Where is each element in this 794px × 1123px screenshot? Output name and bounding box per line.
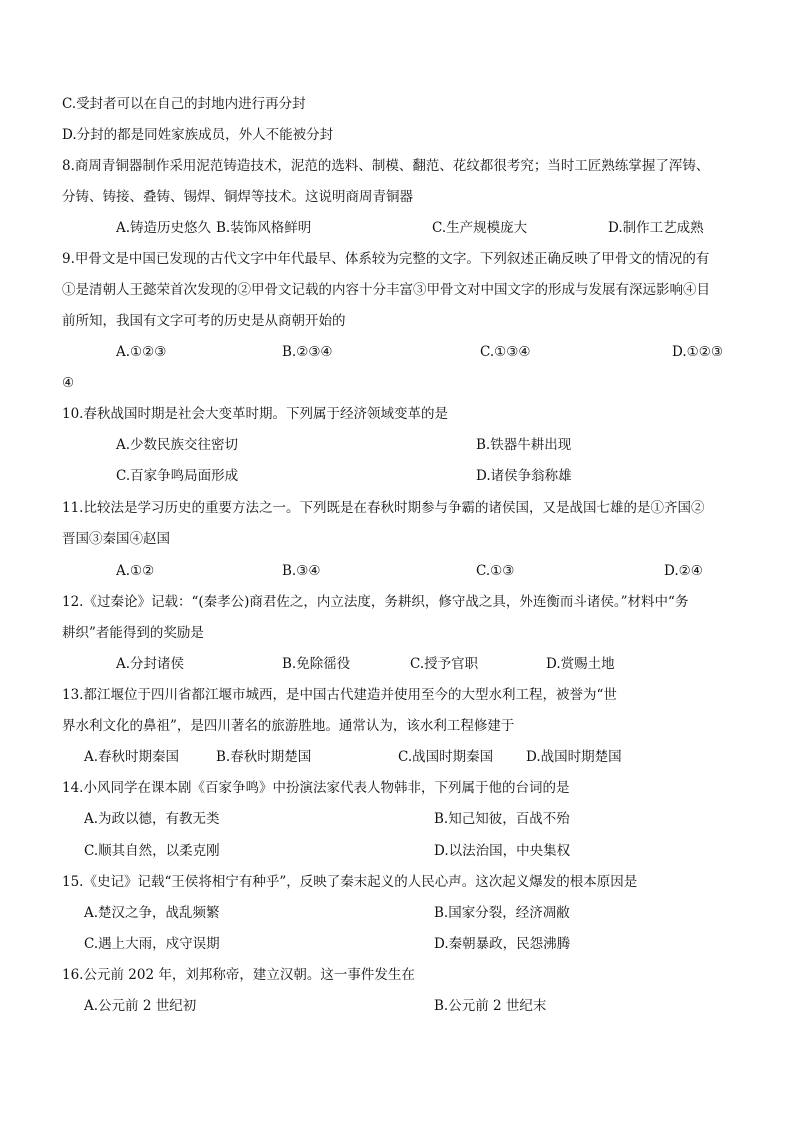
q14-option-d: D.以法治国，中央集权 <box>434 843 571 859</box>
q16-option-b: B.公元前 2 世纪末 <box>434 998 547 1014</box>
q9-option-d-wrap: ④ <box>62 375 75 391</box>
q12-stem-line2: 耕织”者能得到的奖励是 <box>62 625 204 641</box>
q8-option-d: D.制作工艺成熟 <box>608 220 704 236</box>
q11-stem-line2: 晋国③秦国④赵国 <box>62 531 170 547</box>
q8-stem-line2: 分铸、铸接、叠铸、锡焊、铜焊等技术。这说明商周青铜器 <box>62 189 413 205</box>
q14-option-c: C.顺其自然，以柔克刚 <box>84 843 220 859</box>
q9-stem-line2: ①是清朝人王懿荣首次发现的②甲骨文记载的内容十分丰富③甲骨文对中国文字的形成与发展有深远影响④目 <box>62 282 710 298</box>
q8-option-c: C.生产规模庞大 <box>432 220 528 236</box>
q13-stem-line2: 界水利文化的鼻祖”，是四川著名的旅游胜地。通常认为，该水利工程修建于 <box>62 718 515 734</box>
q14-option-a: A.为政以德，有教无类 <box>84 811 220 827</box>
q13-stem-line1: 13.都江堰位于四川省都江堰市城西，是中国古代建造并使用至今的大型水利工程，被誉为“世 <box>62 687 617 703</box>
q10-option-c: C.百家争鸣局面形成 <box>116 468 239 484</box>
q15-option-a: A.楚汉之争，战乱频繁 <box>84 905 220 921</box>
q14-option-b: B.知己知彼，百战不殆 <box>434 811 570 827</box>
q11-stem-line1: 11.比较法是学习历史的重要方法之一。下列既是在春秋时期参与争霸的诸侯国，又是战国七雄的是①齐国② <box>62 500 705 516</box>
q7-option-d: D.分封的都是同姓家族成员，外人不能被分封 <box>62 127 334 143</box>
q10-option-b: B.铁器牛耕出现 <box>476 437 572 453</box>
q9-option-d: D.①②③ <box>672 344 723 360</box>
q13-option-b: B.春秋时期楚国 <box>216 749 312 765</box>
q15-option-b: B.国家分裂，经济凋敝 <box>434 905 570 921</box>
q9-option-b: B.②③④ <box>282 344 333 360</box>
q16-option-a: A.公元前 2 世纪初 <box>84 998 197 1014</box>
q8-option-a: A.铸造历史悠久 <box>116 220 212 236</box>
q12-option-d: D.赏赐土地 <box>546 656 615 672</box>
q8-option-b: B.装饰风格鲜明 <box>216 220 312 236</box>
q15-stem: 15.《史记》记载“王侯将相宁有种乎”，反映了秦末起义的人民心声。这次起义爆发的根本原因是 <box>62 874 638 890</box>
q11-option-b: B.③④ <box>282 563 321 579</box>
q9-option-c: C.①③④ <box>480 344 531 360</box>
q9-stem-line3: 前所知，我国有文字可考的历史是从商朝开始的 <box>62 313 346 329</box>
q11-option-c: C.①③ <box>476 563 515 579</box>
q11-option-d: D.②④ <box>664 563 703 579</box>
q13-option-c: C.战国时期秦国 <box>398 749 494 765</box>
q11-option-a: A.①② <box>116 563 155 579</box>
q12-option-c: C.授予官职 <box>410 656 479 672</box>
q9-stem-line1: 9.甲骨文是中国已发现的古代文字中年代最早、体系较为完整的文字。下列叙述正确反映了甲骨文的情况的有 <box>62 251 710 267</box>
q13-option-a: A.春秋时期秦国 <box>84 749 180 765</box>
q10-stem: 10.春秋战国时期是社会大变革时期。下列属于经济领域变革的是 <box>62 406 448 422</box>
q10-option-a: A.少数民族交往密切 <box>116 437 239 453</box>
q16-stem: 16.公元前 202 年，刘邦称帝，建立汉朝。这一事件发生在 <box>62 967 415 983</box>
q12-option-a: A.分封诸侯 <box>116 656 185 672</box>
q13-option-d: D.战国时期楚国 <box>526 749 622 765</box>
q15-option-d: D.秦朝暴政，民怨沸腾 <box>434 936 571 952</box>
q8-stem-line1: 8.商周青铜器制作采用泥范铸造技术，泥范的选料、制模、翻范、花纹都很考究；当时工匠熟练掌握了浑铸、 <box>62 158 710 174</box>
q10-option-d: D.诸侯争翁称雄 <box>476 468 572 484</box>
q7-option-c: C.受封者可以在自己的封地内进行再分封 <box>62 96 306 112</box>
q15-option-c: C.遇上大雨，戍守误期 <box>84 936 220 952</box>
q9-option-a: A.①②③ <box>116 344 167 360</box>
q12-option-b: B.免除徭役 <box>282 656 351 672</box>
q14-stem: 14.小风同学在课本剧《百家争鸣》中扮演法家代表人物韩非，下列属于他的台词的是 <box>62 780 570 796</box>
q12-stem-line1: 12.《过秦论》记载：“(秦孝公)商君佐之，内立法度，务耕织，修守战之具，外连衡而斗诸侯。”材料中“务 <box>62 594 689 610</box>
